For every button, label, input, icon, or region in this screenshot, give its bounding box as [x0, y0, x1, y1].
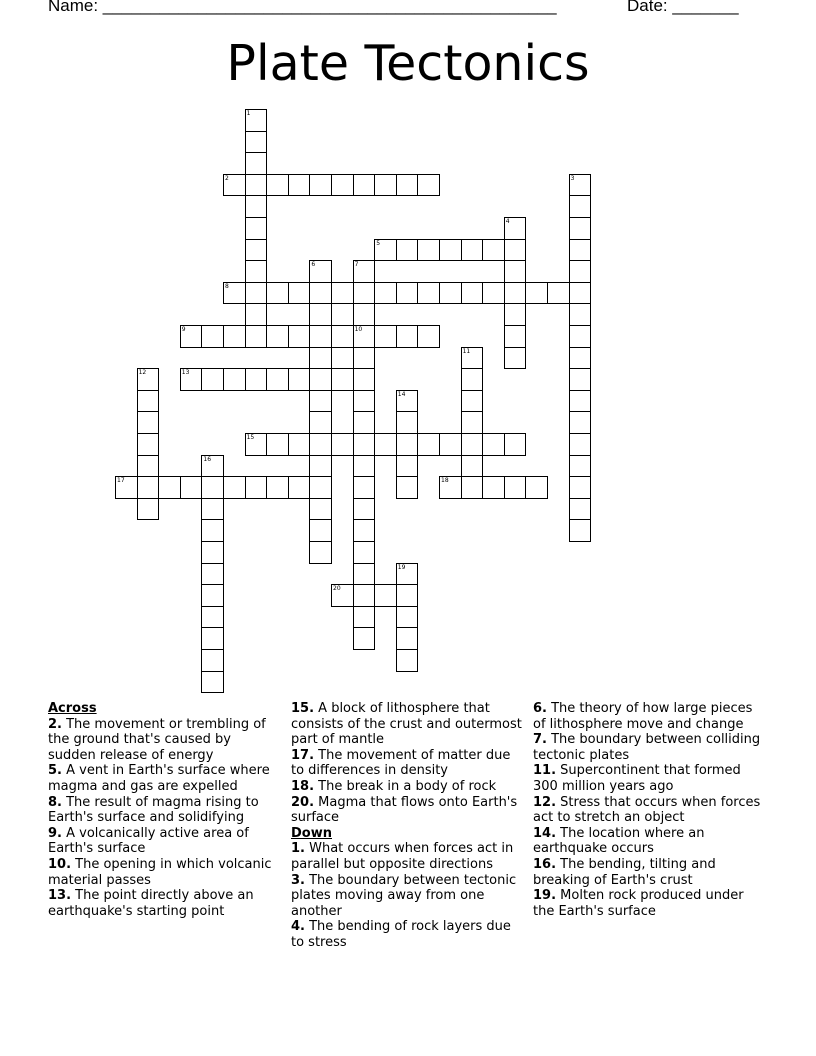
cell-number: 16: [203, 455, 212, 463]
clue-number: 20.: [291, 794, 315, 810]
across-clue-8: [48, 795, 276, 826]
grid-cell[interactable]: [266, 325, 289, 348]
grid-cell[interactable]: [245, 195, 268, 218]
grid-cell[interactable]: [137, 433, 160, 456]
grid-cell[interactable]: [201, 563, 224, 586]
across-clue-17: [291, 748, 526, 779]
grid-cell[interactable]: [569, 519, 592, 542]
grid-cell[interactable]: [309, 476, 332, 499]
clue-number: 14.: [533, 825, 557, 841]
down-clue-1: [291, 841, 526, 872]
grid-cell[interactable]: [331, 584, 354, 607]
grid-cell[interactable]: [309, 282, 332, 305]
grid-cell[interactable]: [223, 368, 246, 391]
grid-cell[interactable]: [417, 239, 440, 262]
across-clues-b: [291, 701, 526, 826]
grid-cell[interactable]: [569, 303, 592, 326]
across-clue-10: [48, 857, 276, 888]
grid-cell[interactable]: [309, 541, 332, 564]
grid-cell[interactable]: [288, 368, 311, 391]
grid-cell[interactable]: [439, 433, 462, 456]
name-field-label[interactable]: Name: ________________________________________________: [48, 0, 557, 15]
cell-number: 18: [441, 477, 449, 485]
grid-cell[interactable]: [309, 260, 332, 283]
grid-cell[interactable]: [309, 519, 332, 542]
grid-cell[interactable]: [353, 325, 376, 348]
grid-cell[interactable]: [504, 347, 527, 370]
grid-cell[interactable]: [547, 282, 570, 305]
grid-cell[interactable]: [353, 476, 376, 499]
grid-cell[interactable]: [461, 455, 484, 478]
clue-number: 13.: [48, 888, 72, 904]
grid-cell[interactable]: [353, 606, 376, 629]
down-clues-a: [291, 841, 526, 950]
down-heading: Down: [291, 825, 332, 841]
grid-cell[interactable]: [396, 239, 419, 262]
clues-column-3: [533, 701, 763, 919]
cell-number: 12: [138, 369, 147, 377]
grid-cell[interactable]: [353, 282, 376, 305]
down-clue-14: [533, 826, 763, 857]
grid-cell[interactable]: [396, 433, 419, 456]
grid-cell[interactable]: [374, 433, 397, 456]
grid-cell[interactable]: [504, 239, 527, 262]
grid-cell[interactable]: [309, 455, 332, 478]
cell-number: 6: [311, 261, 316, 269]
grid-cell[interactable]: [158, 476, 181, 499]
grid-cell[interactable]: [482, 282, 505, 305]
grid-cell[interactable]: [353, 584, 376, 607]
grid-cell[interactable]: [504, 325, 527, 348]
grid-cell[interactable]: [417, 433, 440, 456]
clue-text: The movement or trembling of the ground that's caused by sudden release of energy: [48, 716, 266, 763]
down-clue-6: [533, 701, 763, 732]
grid-cell[interactable]: [137, 476, 160, 499]
cell-number: 17: [117, 477, 125, 485]
grid-cell[interactable]: [309, 433, 332, 456]
grid-cell[interactable]: [309, 174, 332, 197]
cell-number: 7: [354, 261, 359, 269]
grid-cell[interactable]: [288, 325, 311, 348]
grid-cell[interactable]: [201, 584, 224, 607]
grid-cell[interactable]: [223, 476, 246, 499]
grid-cell[interactable]: [569, 282, 592, 305]
cell-number: 10: [354, 326, 363, 333]
down-clue-3: [291, 873, 526, 920]
grid-cell[interactable]: [201, 498, 224, 521]
date-field-label[interactable]: Date: _______: [627, 0, 739, 15]
clue-text: The opening in which volcanic material passes: [48, 856, 272, 888]
grid-cell[interactable]: [569, 455, 592, 478]
clue-number: 2.: [48, 716, 62, 732]
grid-cell[interactable]: [396, 606, 419, 629]
grid-cell[interactable]: [137, 368, 160, 391]
down-clue-12: [533, 795, 763, 826]
grid-cell[interactable]: [461, 368, 484, 391]
grid-cell[interactable]: [137, 498, 160, 521]
clue-number: 8.: [48, 794, 62, 810]
down-clue-19: [533, 888, 763, 919]
grid-cell[interactable]: [245, 217, 268, 240]
grid-cell[interactable]: [353, 411, 376, 434]
grid-cell[interactable]: [569, 217, 592, 240]
down-clues-b: [533, 701, 763, 919]
grid-cell[interactable]: [417, 174, 440, 197]
grid-cell[interactable]: [201, 627, 224, 650]
grid-cell[interactable]: [569, 390, 592, 413]
grid-cell[interactable]: [396, 584, 419, 607]
grid-cell[interactable]: [461, 347, 484, 370]
cell-number: 3: [570, 174, 575, 182]
grid-cell[interactable]: [331, 174, 354, 197]
grid-cell[interactable]: [331, 325, 354, 348]
clue-number: 6.: [533, 701, 547, 716]
grid-cell[interactable]: [245, 109, 268, 132]
clue-text: The movement of matter due to differences in density: [291, 747, 511, 779]
grid-cell[interactable]: [461, 476, 484, 499]
grid-cell[interactable]: [180, 368, 203, 391]
grid-cell[interactable]: [353, 541, 376, 564]
clue-text: The boundary between colliding tectonic plates: [533, 732, 761, 763]
grid-cell[interactable]: [569, 411, 592, 434]
clue-text: Magma that flows onto Earth's surface: [291, 794, 518, 826]
grid-cell[interactable]: [353, 174, 376, 197]
grid-cell[interactable]: [331, 433, 354, 456]
grid-cell[interactable]: [245, 433, 268, 456]
clue-text: What occurs when forces act in parallel but opposite directions: [291, 841, 514, 872]
grid-cell[interactable]: [504, 260, 527, 283]
grid-cell[interactable]: [331, 282, 354, 305]
grid-cell[interactable]: [245, 303, 268, 326]
grid-cell[interactable]: [504, 303, 527, 326]
grid-cell[interactable]: [201, 519, 224, 542]
grid-cell[interactable]: [201, 541, 224, 564]
across-clue-9: [48, 826, 276, 857]
grid-cell[interactable]: [374, 584, 397, 607]
cell-number: 11: [462, 347, 471, 355]
grid-cell[interactable]: [266, 368, 289, 391]
grid-cell[interactable]: [201, 606, 224, 629]
across-clue-20: [291, 795, 526, 826]
clue-number: 17.: [291, 747, 315, 763]
grid-cell[interactable]: [201, 368, 224, 391]
grid-cell[interactable]: [245, 131, 268, 154]
grid-cell[interactable]: [569, 498, 592, 521]
clue-number: 5.: [48, 763, 62, 779]
down-clue-7: [533, 732, 763, 763]
grid-cell[interactable]: [482, 239, 505, 262]
grid-cell[interactable]: [461, 390, 484, 413]
grid-cell[interactable]: [525, 476, 548, 499]
grid-cell[interactable]: [396, 325, 419, 348]
clue-number: 12.: [533, 794, 557, 810]
grid-cell[interactable]: [309, 498, 332, 521]
clue-text: The boundary between tectonic plates moving away from one another: [291, 872, 517, 919]
clue-text: The bending of rock layers due to stress: [291, 919, 511, 950]
grid-cell[interactable]: [353, 455, 376, 478]
grid-cell[interactable]: [245, 260, 268, 283]
clue-text: A block of lithosphere that consists of the crust and outermost part of mantle: [291, 701, 522, 748]
grid-cell[interactable]: [417, 325, 440, 348]
cell-number: 20: [333, 585, 341, 593]
grid-cell[interactable]: [525, 282, 548, 305]
across-clue-18: [291, 779, 526, 795]
grid-cell[interactable]: [245, 239, 268, 262]
grid-cell[interactable]: [439, 282, 462, 305]
grid-cell[interactable]: [266, 476, 289, 499]
down-clue-4: [291, 919, 526, 950]
clue-number: 15.: [291, 701, 315, 716]
grid-cell[interactable]: [396, 627, 419, 650]
clue-number: 19.: [533, 888, 557, 904]
across-heading: Across: [48, 701, 97, 716]
grid-cell[interactable]: [223, 174, 246, 197]
cell-number: 13: [181, 369, 190, 377]
grid-cell[interactable]: [137, 411, 160, 434]
grid-cell[interactable]: [569, 174, 592, 197]
grid-cell[interactable]: [288, 433, 311, 456]
grid-cell[interactable]: [353, 303, 376, 326]
across-clue-2: [48, 717, 276, 764]
down-clue-11: [533, 763, 763, 794]
grid-cell[interactable]: [569, 347, 592, 370]
clue-text: The location where an earthquake occurs: [533, 825, 705, 857]
grid-cell[interactable]: [569, 239, 592, 262]
cell-number: 19: [397, 563, 406, 571]
grid-cell[interactable]: [353, 433, 376, 456]
grid-cell[interactable]: [353, 347, 376, 370]
grid-cell[interactable]: [461, 239, 484, 262]
grid-cell[interactable]: [396, 649, 419, 672]
grid-cell[interactable]: [201, 671, 224, 694]
grid-cell[interactable]: [137, 455, 160, 478]
grid-cell[interactable]: [439, 239, 462, 262]
clue-number: 7.: [533, 732, 547, 748]
grid-cell[interactable]: [245, 476, 268, 499]
grid-cell[interactable]: [309, 303, 332, 326]
grid-cell[interactable]: [245, 325, 268, 348]
grid-cell[interactable]: [137, 390, 160, 413]
grid-cell[interactable]: [353, 519, 376, 542]
across-clue-13: [48, 888, 276, 919]
grid-cell[interactable]: [569, 260, 592, 283]
grid-cell[interactable]: [569, 195, 592, 218]
grid-cell[interactable]: [569, 433, 592, 456]
grid-cell[interactable]: [439, 476, 462, 499]
grid-cell[interactable]: [201, 325, 224, 348]
grid-cell[interactable]: [353, 260, 376, 283]
grid-cell[interactable]: [417, 282, 440, 305]
grid-cell[interactable]: [504, 433, 527, 456]
clue-number: 9.: [48, 825, 62, 841]
grid-cell[interactable]: [353, 390, 376, 413]
cell-number: 15: [246, 434, 255, 441]
clue-text: Molten rock produced under the Earth's surface: [533, 888, 744, 919]
grid-cell[interactable]: [482, 433, 505, 456]
grid-cell[interactable]: [396, 174, 419, 197]
cell-number: 1: [246, 110, 251, 117]
cell-number: 2: [225, 174, 229, 182]
grid-cell[interactable]: [569, 325, 592, 348]
grid-cell[interactable]: [569, 476, 592, 499]
grid-cell[interactable]: [245, 282, 268, 305]
grid-cell[interactable]: [461, 282, 484, 305]
grid-cell[interactable]: [245, 152, 268, 175]
grid-cell[interactable]: [461, 411, 484, 434]
grid-cell[interactable]: [504, 476, 527, 499]
grid-cell[interactable]: [482, 476, 505, 499]
page-title: Plate Tectonics: [226, 35, 590, 92]
clue-text: Stress that occurs when forces act to stretch an object: [533, 794, 761, 826]
grid-cell[interactable]: [504, 217, 527, 240]
grid-cell[interactable]: [353, 627, 376, 650]
grid-cell[interactable]: [288, 174, 311, 197]
down-clue-16: [533, 857, 763, 888]
grid-cell[interactable]: [374, 239, 397, 262]
clues-column-1: [48, 701, 276, 919]
cell-number: 4: [505, 218, 510, 225]
grid-cell[interactable]: [353, 498, 376, 521]
clue-number: 10.: [48, 856, 72, 872]
grid-cell[interactable]: [374, 325, 397, 348]
cell-number: 14: [397, 390, 406, 398]
grid-cell[interactable]: [288, 282, 311, 305]
grid-cell[interactable]: [374, 282, 397, 305]
grid-cell[interactable]: [396, 476, 419, 499]
grid-cell[interactable]: [223, 325, 246, 348]
grid-cell[interactable]: [309, 368, 332, 391]
clue-text: The break in a body of rock: [314, 778, 497, 794]
grid-cell[interactable]: [353, 368, 376, 391]
grid-cell[interactable]: [201, 649, 224, 672]
clue-text: The point directly above an earthquake's starting point: [48, 888, 254, 919]
grid-cell[interactable]: [115, 476, 138, 499]
clue-text: A vent in Earth's surface where magma and gas are expelled: [48, 763, 270, 794]
grid-cell[interactable]: [266, 282, 289, 305]
clue-number: 11.: [533, 763, 557, 779]
clue-text: The result of magma rising to Earth's surface and solidifying: [48, 794, 259, 826]
grid-cell[interactable]: [396, 390, 419, 413]
grid-cell[interactable]: [309, 325, 332, 348]
clue-number: 3.: [291, 872, 305, 888]
grid-cell[interactable]: [309, 411, 332, 434]
clues-column-2: [291, 701, 526, 951]
grid-cell[interactable]: [201, 455, 224, 478]
grid-cell[interactable]: [245, 368, 268, 391]
grid-cell[interactable]: [309, 390, 332, 413]
clue-number: 1.: [291, 841, 305, 857]
grid-cell[interactable]: [396, 411, 419, 434]
grid-cell[interactable]: [266, 433, 289, 456]
across-clue-15: [291, 701, 526, 748]
grid-cell[interactable]: [374, 174, 397, 197]
grid-cell[interactable]: [461, 433, 484, 456]
clue-number: 16.: [533, 856, 557, 872]
across-clue-5: [48, 763, 276, 794]
clue-text: The bending, tilting and breaking of Earth's crust: [533, 856, 716, 888]
clue-text: A volcanically active area of Earth's surface: [48, 825, 249, 857]
grid-cell[interactable]: [223, 282, 246, 305]
grid-cell[interactable]: [353, 563, 376, 586]
grid-cell[interactable]: [396, 282, 419, 305]
clue-number: 18.: [291, 778, 315, 794]
grid-cell[interactable]: [396, 455, 419, 478]
cell-number: 9: [181, 326, 186, 333]
cell-number: 8: [225, 282, 229, 290]
grid-cell[interactable]: [201, 476, 224, 499]
cell-number: 5: [376, 239, 381, 247]
grid-cell[interactable]: [396, 563, 419, 586]
grid-cell[interactable]: [504, 282, 527, 305]
grid-cell[interactable]: [266, 174, 289, 197]
grid-cell[interactable]: [331, 368, 354, 391]
clue-text: Supercontinent that formed 300 million years ago: [533, 763, 741, 794]
across-clues-a: [48, 717, 276, 920]
grid-cell[interactable]: [180, 325, 203, 348]
grid-cell[interactable]: [569, 368, 592, 391]
grid-cell[interactable]: [245, 174, 268, 197]
grid-cell[interactable]: [288, 476, 311, 499]
clue-number: 4.: [291, 919, 305, 935]
grid-cell[interactable]: [180, 476, 203, 499]
grid-cell[interactable]: [309, 347, 332, 370]
clue-text: The theory of how large pieces of lithosphere move and change: [533, 701, 753, 732]
